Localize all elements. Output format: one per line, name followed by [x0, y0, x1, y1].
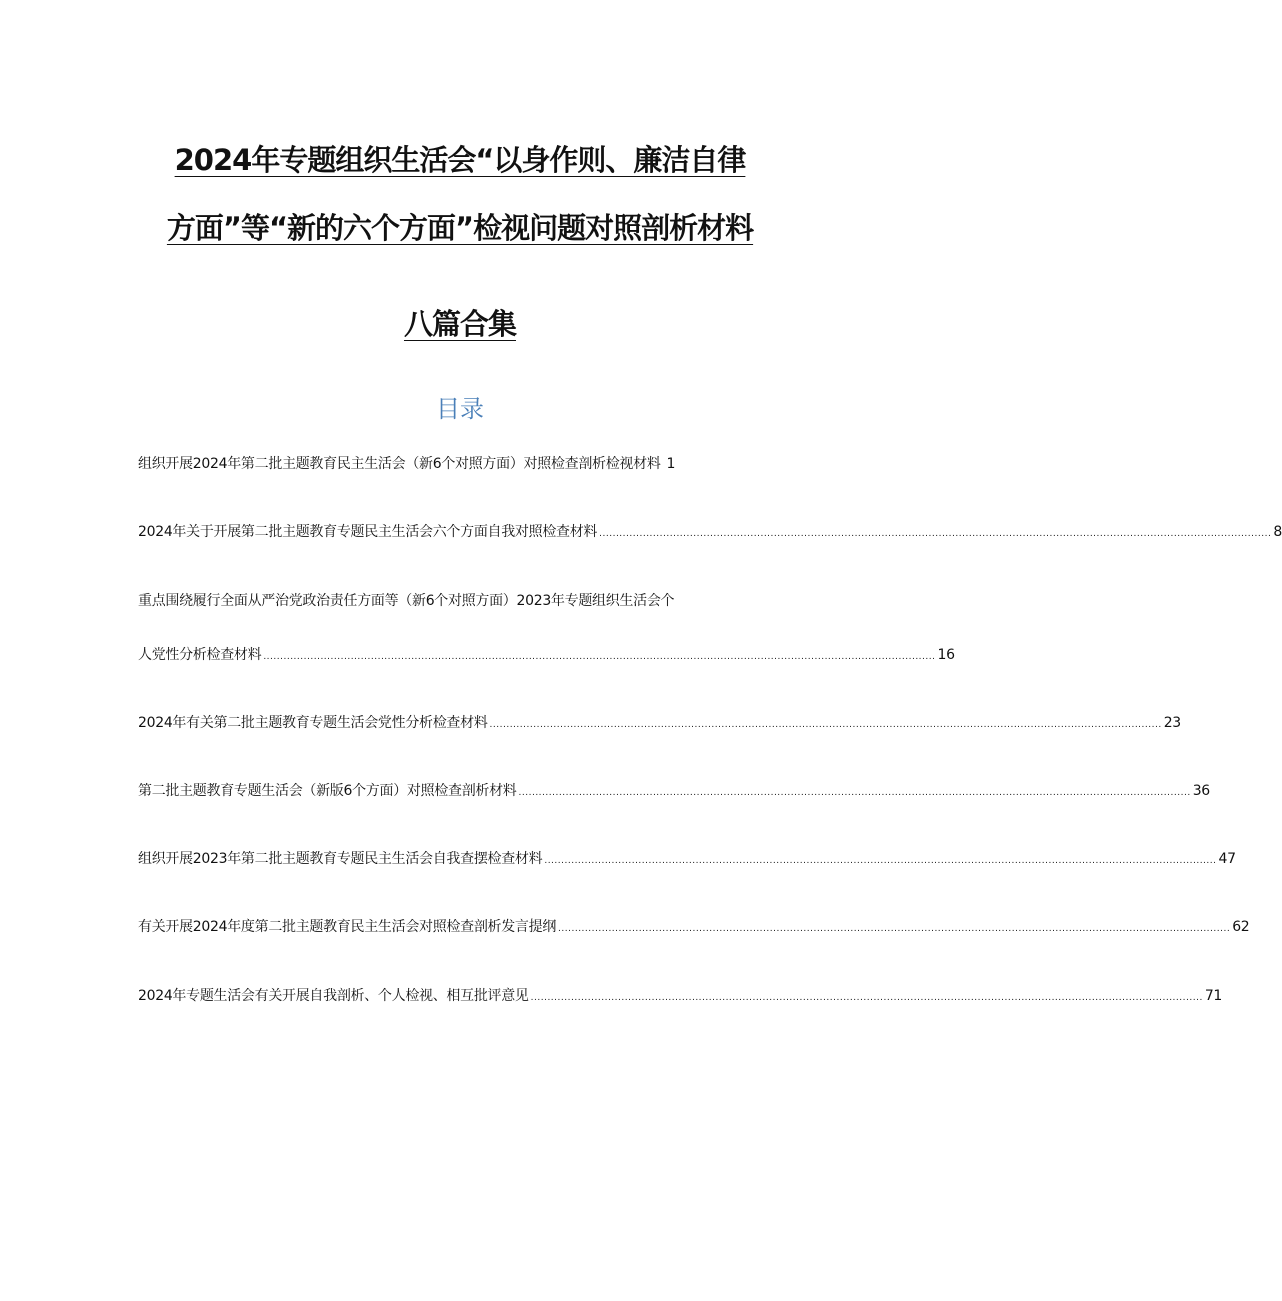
toc-leader-dots: ........................................................................................................................................................................................................	[558, 924, 1231, 934]
toc-leader-dots: ........................................................................................................................................................................................................	[263, 652, 936, 662]
toc-entry-3[interactable]	[138, 590, 674, 612]
toc-entry-page: 16	[937, 647, 955, 663]
toc-entry-1[interactable]	[138, 453, 675, 475]
toc-leader-dots: ........................................................................................................................................................................................................	[599, 529, 1272, 539]
toc-leader-dots: ........................................................................................................................................................................................................	[518, 788, 1191, 798]
toc-entry-4[interactable]	[138, 712, 1181, 734]
document-title-line-1: 2024年专题组织生活会“以身作则、廉洁自律	[174, 143, 746, 177]
toc-entry-page: 1	[666, 456, 676, 472]
toc-entry-text: 重点围绕履行全面从严治党政治责任方面等（新6个对照方面）2023年专题组织生活会个	[138, 593, 675, 609]
toc-entry-page: 23	[1163, 715, 1181, 731]
toc-entry-8[interactable]	[138, 985, 1223, 1007]
document-title-line-2: 方面”等“新的六个方面”检视问题对照剖析材料	[166, 211, 754, 245]
toc-leader-dots: ........................................................................................................................................................................................................	[489, 720, 1162, 730]
toc-leader-dots: ........................................................................................................................................................................................................	[530, 993, 1203, 1003]
toc-entry-text: 人党性分析检查材料	[138, 647, 262, 663]
document-title-line-3: 八篇合集	[403, 307, 516, 341]
toc-entry-page: 36	[1192, 783, 1210, 799]
toc-entry-text: 组织开展2024年第二批主题教育民主生活会（新6个对照方面）对照检查剖析检视材料	[138, 456, 661, 472]
toc-entry-page: 62	[1232, 919, 1250, 935]
toc-entry-text: 组织开展2023年第二批主题教育专题民主生活会自我查摆检查材料	[138, 851, 543, 867]
toc-entry-3-continued[interactable]	[138, 644, 955, 666]
toc-entry-page: 71	[1204, 988, 1223, 1004]
toc-entry-page: 8	[1273, 524, 1282, 540]
toc-entry-5[interactable]	[138, 780, 1210, 802]
toc-entry-text: 有关开展2024年度第二批主题教育民主生活会对照检查剖析发言提纲	[138, 919, 557, 935]
toc-entry-text: 2024年专题生活会有关开展自我剖析、个人检视、相互批评意见	[138, 988, 529, 1004]
toc-entry-text: 第二批主题教育专题生活会（新版6个方面）对照检查剖析材料	[138, 783, 517, 799]
toc-entry-text: 2024年关于开展第二批主题教育专题民主生活会六个方面自我对照检查材料	[138, 524, 598, 540]
toc-entry-page: 47	[1218, 851, 1236, 867]
toc-entry-7[interactable]	[138, 916, 1250, 938]
toc-entry-6[interactable]	[138, 848, 1236, 870]
toc-entry-2[interactable]	[138, 521, 1282, 543]
toc-entry-text: 2024年有关第二批主题教育专题生活会党性分析检查材料	[138, 715, 488, 731]
toc-leader-dots: ........................................................................................................................................................................................................	[544, 856, 1217, 866]
toc-heading: 目录	[436, 395, 484, 423]
